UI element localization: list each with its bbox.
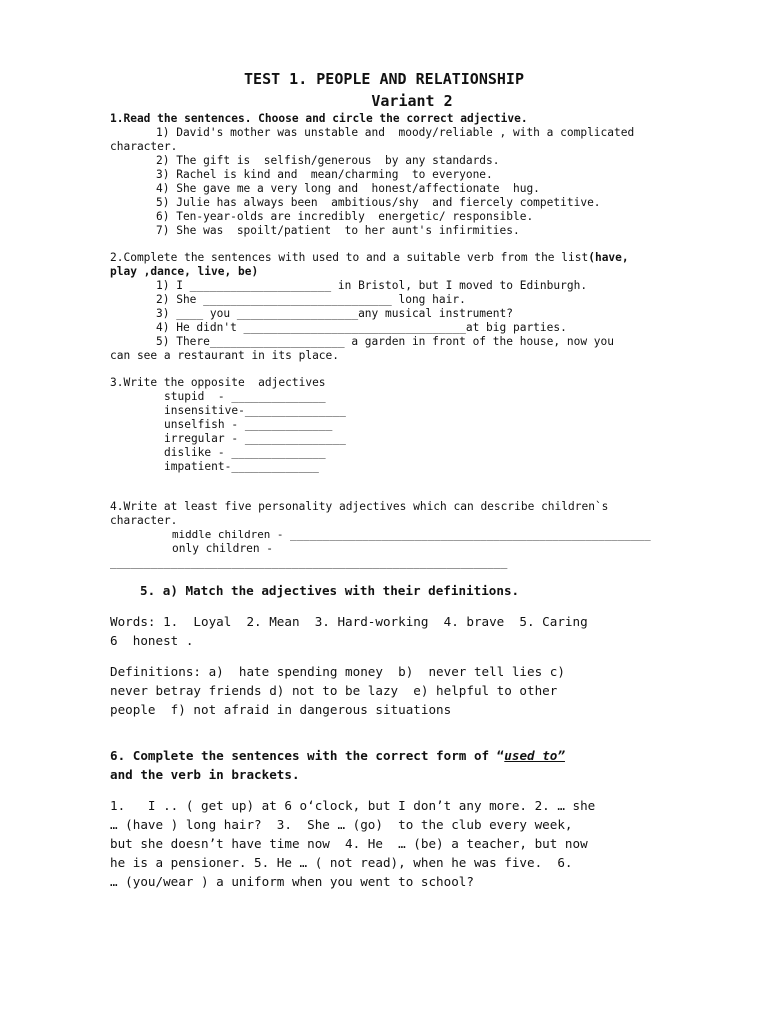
task2-item-1: 1) I _____________________ in Bristol, but I moved to Edinburgh. (156, 279, 588, 292)
task2-heading (110, 251, 629, 265)
task5-words-line-1: Words: 1. Loyal 2. Mean 3. Hard-working 4. brave 5. Caring (110, 614, 588, 629)
task4-only-children: only children - (172, 542, 274, 555)
task3-item-unselfish: unselfish - _____________ (164, 418, 333, 431)
task2-item-4: 4) He didn't _________________________________at big parties. (156, 321, 567, 334)
task1-item-5: 5) Julie has always been ambitious/shy and fiercely competitive. (156, 196, 601, 209)
task1-heading: 1.Read the sentences. Choose and circle the correct adjective. (110, 112, 528, 125)
task6-used-to: used to” (504, 748, 565, 763)
task3-heading: 3.Write the opposite adjectives (110, 376, 326, 389)
task3-item-impatient: impatient-_____________ (164, 460, 319, 473)
task6-line-1: 1. I .. ( get up) at 6 o‘clock, but I don’t any more. 2. … she (110, 798, 596, 813)
task5-heading: 5. a) Match the adjectives with their definitions. (140, 583, 520, 598)
task4-heading: 4.Write at least five personality adjectives which can describe children`s (110, 500, 609, 513)
task1-item-7: 7) She was spoilt/patient to her aunt's infirmities. (156, 224, 520, 237)
task6-line-5: … (you/wear ) a uniform when you went to school? (110, 874, 474, 889)
task6-heading-text: 6. Complete the sentences with the correct form of “ (110, 748, 505, 763)
task1-item-1-cont: character. (110, 140, 178, 153)
task1-item-6: 6) Ten-year-olds are incredibly energetic/ responsible. (156, 210, 534, 223)
task5-words-line-2: 6 honest . (110, 633, 194, 648)
variant-subtitle: Variant 2 (371, 92, 453, 110)
task2-item-2: 2) She ____________________________ long hair. (156, 293, 466, 306)
task4-middle-children: middle children - _______________________________________________________ (172, 528, 651, 541)
task2-heading-list: play ,dance, live, be) (110, 265, 259, 278)
task6-line-3: but she doesn’t have time now 4. He … (be) a teacher, but now (110, 836, 588, 851)
task3-item-stupid: stupid - ______________ (164, 390, 326, 403)
task5-definitions-line-2: never betray friends d) not to be lazy e) helpful to other (110, 683, 558, 698)
task5-definitions-line-3: people f) not afraid in dangerous situations (110, 702, 452, 717)
task6-heading (110, 746, 710, 765)
task2-heading-text: 2.Complete the sentences with used to and a suitable verb from the list (110, 251, 589, 264)
task2-item-3: 3) ____ you __________________any musical instrument? (156, 307, 513, 320)
task4-heading-cont: character. (110, 514, 178, 527)
task6-heading-cont: and the verb in brackets. (110, 767, 300, 782)
task5-definitions-line-1: Definitions: a) hate spending money b) never tell lies c) (110, 664, 565, 679)
task2-heading-list-start: (have, (588, 251, 629, 264)
task6-line-4: he is a pensioner. 5. He … ( not read), when he was five. 6. (110, 855, 573, 870)
task4-answer-line: ___________________________________________________________ (110, 556, 508, 569)
task6-line-2: … (have ) long hair? 3. She … (go) to the club every week, (110, 817, 573, 832)
task1-item-1: 1) David's mother was unstable and moody/reliable , with a complicated (156, 126, 635, 139)
task3-item-irregular: irregular - _______________ (164, 432, 346, 445)
page-title: TEST 1. PEOPLE AND RELATIONSHIP (244, 70, 524, 88)
task3-item-insensitive: insensitive-_______________ (164, 404, 346, 417)
task1-item-3: 3) Rachel is kind and mean/charming to everyone. (156, 168, 493, 181)
task3-item-dislike: dislike - ______________ (164, 446, 326, 459)
task2-item-5: 5) There____________________ a garden in front of the house, now you (156, 335, 615, 348)
task1-item-2: 2) The gift is selfish/generous by any standards. (156, 154, 500, 167)
task2-item-5-cont: can see a restaurant in its place. (110, 349, 340, 362)
task1-item-4: 4) She gave me a very long and honest/affectionate hug. (156, 182, 540, 195)
